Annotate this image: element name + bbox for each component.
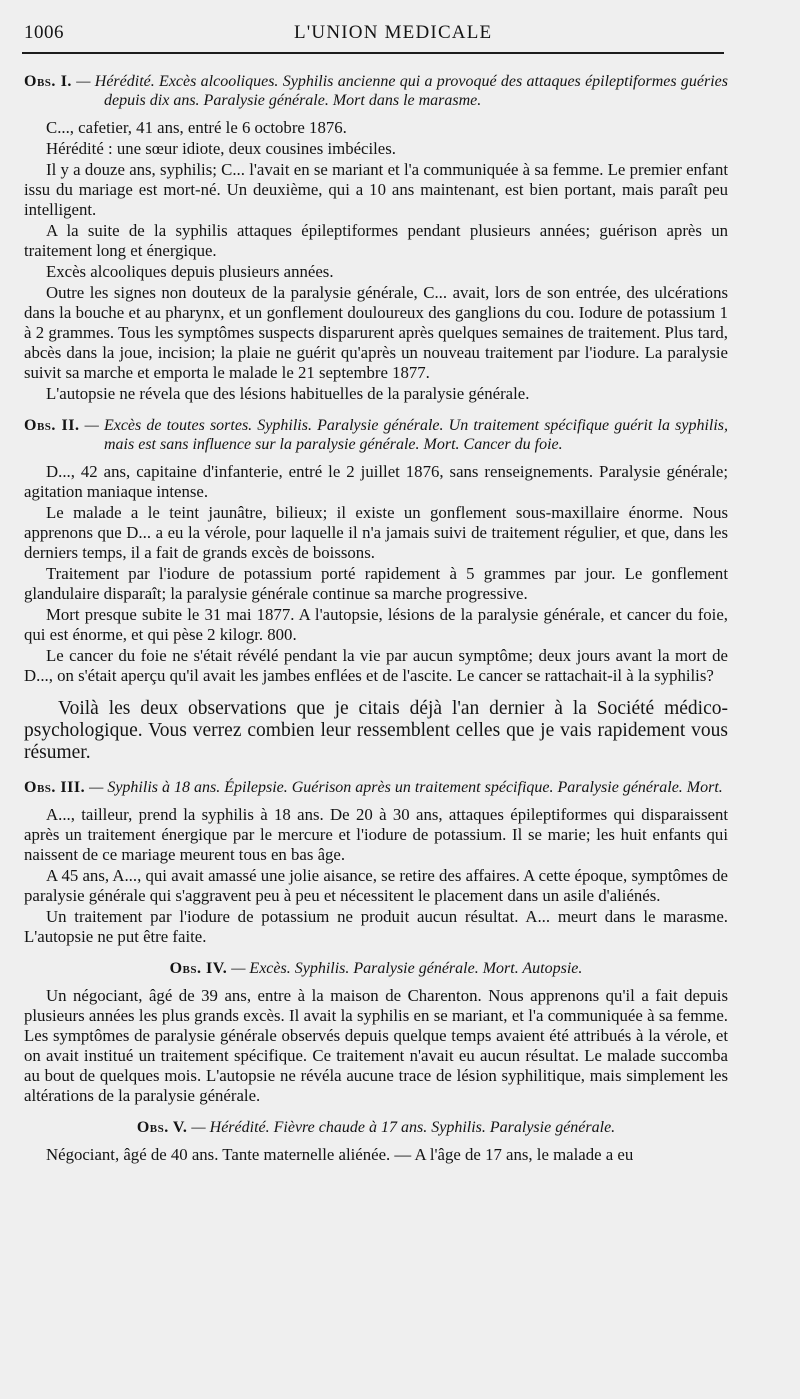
paragraph: Un traitement par l'iodure de potassium ne produit aucun résultat. A... meurt dans le marasme. L'autopsie ne put être faite. — [24, 907, 728, 946]
paragraph: Outre les signes non douteux de la paralysie générale, C... avait, lors de son entrée, des ulcérations dans la bouche et au pharynx, et un gonflement douloureux des ganglions du cou. Iodure de potassium 1 à 2 grammes. Tous les symptômes suspects disparurent après quelques semaines de traitement. Plus tard, abcès dans la joue, incision; la plaie ne guérit qu'après un nouveau traitement par l'iodure. La paralysie suivit sa marche et emporta le malade le 21 septembre 1877. — [24, 283, 728, 382]
observation-3 — [24, 778, 728, 947]
paragraph: Traitement par l'iodure de potassium porté rapidement à 5 grammes par jour. Le gonflement glandulaire disparaît; la paralysie générale continue sa marche progressive. — [24, 564, 728, 603]
paragraph: Le cancer du foie ne s'était révélé pendant la vie par aucun symptôme; deux jours avant la mort de D..., on s'était aperçu qu'il avait les jambes enflées et de l'ascite. Le cancer se rattachait-il à la syphilis? — [24, 646, 728, 685]
observation-5 — [24, 1118, 728, 1165]
observation-heading: — Excès. Syphilis. Paralysie générale. Mort. Autopsie. — [231, 960, 583, 977]
paragraph: Il y a douze ans, syphilis; C... l'avait en se mariant et l'a communiquée à sa femme. Le premier enfant issu du mariage est mort-né. Un deuxième, qui a 10 ans maintenant, est bien portant, mais paraît peu intelligent. — [24, 160, 728, 219]
observation-label: Obs. II. — [24, 417, 80, 434]
observation-title — [24, 778, 728, 797]
paragraph: Le malade a le teint jaunâtre, bilieux; il existe un gonflement sous-maxillaire énorme. Nous apprenons que D... a eu la vérole, pour laquelle il n'a jamais suivi de traitement régulier, et que, dans les derniers temps, il a fait de grands excès de boissons. — [24, 503, 728, 562]
observation-title — [24, 72, 728, 110]
running-head — [24, 20, 724, 48]
observation-heading: — Hérédité. Excès alcooliques. Syphilis ancienne qui a provoqué des attaques épileptiformes guéries depuis dix ans. Paralysie générale. Mort dans le marasme. — [76, 73, 729, 109]
paragraph: Mort presque subite le 31 mai 1877. A l'autopsie, lésions de la paralysie générale, et cancer du foie, qui est énorme, et qui pèse 2 kilogr. 800. — [24, 605, 728, 644]
lecture-paragraph: Voilà les deux observations que je citais déjà l'an dernier à la Société médico-psychologique. Vous verrez combien leur ressemblent celles que je vais rapidement vous résumer. — [24, 698, 728, 763]
observation-heading: — Excès de toutes sortes. Syphilis. Paralysie générale. Un traitement spécifique guérit la syphilis, mais est sans influence sur la paralysie générale. Mort. Cancer du foie. — [84, 417, 729, 453]
observation-title — [24, 1118, 728, 1137]
observation-label: Obs. I. — [24, 73, 72, 90]
observation-heading: — Hérédité. Fièvre chaude à 17 ans. Syphilis. Paralysie générale. — [191, 1119, 616, 1136]
paragraph: Hérédité : une sœur idiote, deux cousines imbéciles. — [46, 139, 396, 158]
paragraph: A la suite de la syphilis attaques épileptiformes pendant plusieurs années; guérison après un traitement long et énergique. — [24, 221, 728, 260]
body-text — [24, 72, 728, 1177]
paragraph: L'autopsie ne révela que des lésions habituelles de la paralysie générale. — [46, 384, 530, 403]
paragraph: Un négociant, âgé de 39 ans, entre à la maison de Charenton. Nous apprenons qu'il a fait depuis plusieurs années les plus grands excès. Il avait la syphilis en se mariant, et l'a communiquée à sa femme. Les symptômes de paralysie générale observés depuis quelque temps avaient été attribués à la vérole, et on avait institué un traitement spécifique. Ce traitement n'avait eu aucun résultat. Le malade succomba au bout de quelques mois. L'autopsie ne révéla aucune trace de lésion syphilitique, mais simplement les altérations de la paralysie générale. — [24, 986, 728, 1105]
observation-4 — [24, 959, 728, 1106]
observation-1 — [24, 72, 728, 404]
header-rule — [22, 52, 724, 54]
paragraph: C..., cafetier, 41 ans, entré le 6 octobre 1876. — [46, 118, 347, 137]
observation-label: Obs. V. — [136, 1119, 188, 1136]
observation-title — [24, 416, 728, 454]
page-number: 1006 — [24, 22, 64, 43]
paragraph: Excès alcooliques depuis plusieurs années. — [46, 262, 334, 281]
observation-heading: — Syphilis à 18 ans. Épilepsie. Guérison après un traitement spécifique. Paralysie générale. Mort. — [89, 779, 723, 796]
paragraph: A 45 ans, A..., qui avait amassé une jolie aisance, se retire des affaires. A cette époque, symptômes de paralysie générale qui s'aggravent peu à peu et nécessitent le placement dans un asile d'aliénés. — [24, 866, 728, 905]
paragraph: Négociant, âgé de 40 ans. Tante maternelle aliénée. — A l'âge de 17 ans, le malade a eu — [46, 1145, 634, 1164]
paragraph: A..., tailleur, prend la syphilis à 18 ans. De 20 à 30 ans, attaques épileptiformes qui disparaissent après un traitement énergique par le mercure et l'iodure de potassium. Il se marie; les huit enfants qui naissent de ce mariage meurent tous en bas âge. — [24, 805, 728, 864]
observation-label: Obs. III. — [24, 779, 86, 796]
observation-label: Obs. IV. — [169, 960, 228, 977]
observation-title — [24, 959, 728, 978]
paragraph: D..., 42 ans, capitaine d'infanterie, entré le 2 juillet 1876, sans renseignements. Paralysie générale; agitation maniaque intense. — [24, 462, 728, 501]
running-title: L'UNION MEDICALE — [294, 22, 493, 43]
observation-2 — [24, 416, 728, 686]
